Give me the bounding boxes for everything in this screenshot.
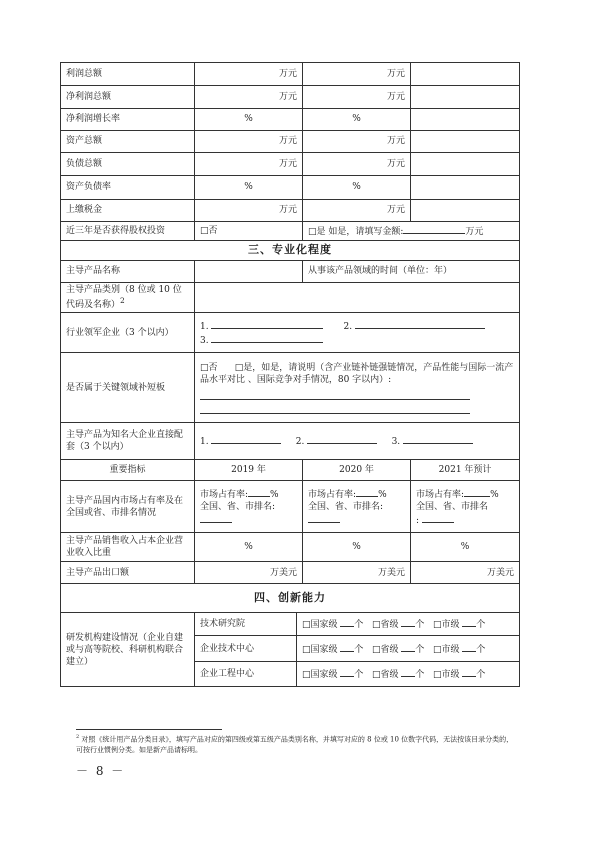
- time-in-field-label: 从事该产品领域的时间（单位：年）: [303, 261, 520, 283]
- unit-cell[interactable]: 万元: [303, 63, 411, 86]
- enterprise-info-form: [60, 62, 520, 687]
- year-2019: 2019 年: [195, 460, 303, 481]
- supply-2-number: 2.: [295, 437, 305, 448]
- key-explanation-line-1[interactable]: [200, 390, 470, 400]
- footnote-ref: 2: [120, 296, 125, 306]
- market-share-field[interactable]: [356, 487, 378, 497]
- count-unit: 个: [354, 644, 364, 655]
- market-share-field[interactable]: [464, 487, 490, 497]
- key-field-row: [61, 353, 520, 423]
- equity-yes-cell[interactable]: [303, 222, 520, 241]
- supply-row: [61, 423, 520, 460]
- main-product-name-label: 主导产品名称: [61, 261, 195, 283]
- national-level-checkbox[interactable]: □国家级: [302, 644, 338, 655]
- count-unit: 个: [415, 670, 425, 681]
- market-2020-cell[interactable]: [303, 481, 411, 533]
- market-share-text: 市场占有率:: [200, 489, 249, 500]
- national-count-field[interactable]: [340, 667, 354, 677]
- percent-sign: %: [490, 489, 499, 500]
- unit-cell[interactable]: %: [303, 109, 411, 131]
- finance-row: [61, 131, 520, 153]
- row-label: 资产负债率: [61, 176, 195, 200]
- rank-field[interactable]: [308, 513, 340, 523]
- export-2019[interactable]: 万美元: [195, 562, 303, 584]
- key-no-checkbox[interactable]: □否: [200, 362, 218, 373]
- value-cell[interactable]: [411, 176, 520, 200]
- category-field[interactable]: [195, 283, 520, 313]
- rd-label: 研发机构建设情况（企业自建或与高等院校、科研机构联合建立）: [61, 613, 195, 687]
- leader-2-field[interactable]: [355, 319, 485, 329]
- unit-cell[interactable]: 万元: [195, 63, 303, 86]
- market-2019-cell[interactable]: [195, 481, 303, 533]
- equity-label: 近三年是否获得股权投资: [61, 222, 195, 241]
- leaders-fields: [195, 313, 520, 353]
- city-count-field[interactable]: [462, 642, 476, 652]
- provincial-level-checkbox[interactable]: □省级: [372, 670, 399, 681]
- key-explanation-line-2[interactable]: [200, 404, 470, 414]
- rank-text: 全国、省、市排名:: [200, 501, 276, 512]
- national-count-field[interactable]: [340, 642, 354, 652]
- row-label: 资产总额: [61, 131, 195, 153]
- row-label: 利润总额: [61, 63, 195, 86]
- city-count-field[interactable]: [462, 617, 476, 627]
- key-field-label: 是否属于关键领域补短板: [61, 353, 195, 423]
- supply-3-field[interactable]: [403, 434, 473, 444]
- unit-cell[interactable]: %: [195, 109, 303, 131]
- rd-level-fields: [297, 662, 520, 687]
- key-yes-checkbox[interactable]: □是，如是，请说明（含产业链补链强链情况，产品性能与国际一流产品水平对比 、国际竞争对手情况，80 字以内）:: [200, 362, 514, 385]
- category-label: [61, 283, 195, 313]
- sales-2019[interactable]: %: [195, 533, 303, 562]
- supply-label: 主导产品为知名大企业直接配套（3 个以内）: [61, 423, 195, 460]
- indicators-header-row: [61, 460, 520, 481]
- section-header-row: [61, 241, 520, 261]
- category-row: [61, 283, 520, 313]
- page-number: － 8 －: [76, 764, 126, 778]
- rd-level-fields: [297, 636, 520, 662]
- rd-level-fields: [297, 613, 520, 636]
- market-share-text: 市场占有率:: [416, 489, 465, 500]
- category-label-text: 主导产品类别（8 位或 10 位代码及名称）: [66, 285, 182, 311]
- rd-org-label: 企业工程中心: [195, 662, 297, 687]
- count-unit: 个: [415, 620, 425, 631]
- provincial-count-field[interactable]: [401, 617, 415, 627]
- unit-cell[interactable]: 万元: [195, 131, 303, 153]
- supply-1-number: 1.: [200, 437, 209, 448]
- unit-cell[interactable]: 万元: [195, 153, 303, 176]
- rd-org-label: 企业技术中心: [195, 636, 297, 662]
- finance-row: [61, 176, 520, 200]
- section-4-title: 四、创新能力: [61, 584, 520, 613]
- unit-cell[interactable]: 万元: [195, 200, 303, 222]
- unit-cell[interactable]: %: [303, 176, 411, 200]
- leader-3-number: 3.: [200, 335, 209, 346]
- rd-row: [61, 613, 520, 636]
- export-row: [61, 562, 520, 584]
- rank-field[interactable]: [200, 513, 232, 523]
- unit-cell[interactable]: 万元: [303, 131, 411, 153]
- provincial-level-checkbox[interactable]: □省级: [372, 620, 399, 631]
- unit-cell[interactable]: 万元: [303, 200, 411, 222]
- leaders-row: [61, 313, 520, 353]
- finance-row: [61, 200, 520, 222]
- market-share-text: 市场占有率:: [308, 489, 357, 500]
- percent-sign: %: [270, 489, 279, 500]
- city-level-checkbox[interactable]: □市级: [433, 620, 460, 631]
- leader-1-field[interactable]: [211, 319, 323, 329]
- finance-row: [61, 63, 520, 86]
- rd-org-label: 技术研究院: [195, 613, 297, 636]
- unit-cell[interactable]: 万元: [195, 86, 303, 109]
- equity-row: [61, 222, 520, 241]
- value-cell[interactable]: [411, 200, 520, 222]
- market-2021-cell[interactable]: [411, 481, 520, 533]
- provincial-level-checkbox[interactable]: □省级: [372, 644, 399, 655]
- leader-2-number: 2.: [343, 321, 353, 332]
- value-cell[interactable]: [411, 153, 520, 176]
- rank-text: 全国、省、市排名: [416, 501, 489, 512]
- count-unit: 个: [354, 620, 364, 631]
- count-unit: 个: [415, 644, 425, 655]
- count-unit: 个: [476, 620, 486, 631]
- city-level-checkbox[interactable]: □市级: [433, 644, 460, 655]
- row-label: 上缴税金: [61, 200, 195, 222]
- export-label: 主导产品出口额: [61, 562, 195, 584]
- leader-1-number: 1.: [200, 321, 209, 332]
- year-2021: 2021 年预计: [411, 460, 520, 481]
- supply-2-field[interactable]: [307, 434, 377, 444]
- count-unit: 个: [476, 670, 486, 681]
- supply-1-field[interactable]: [211, 434, 281, 444]
- export-2020[interactable]: 万美元: [303, 562, 411, 584]
- section-header-row: [61, 584, 520, 613]
- equity-unit: 万元: [465, 226, 484, 237]
- rank-colon: :: [416, 515, 420, 526]
- indicators-header: 重要指标: [61, 460, 195, 481]
- value-cell[interactable]: [411, 63, 520, 86]
- finance-row: [61, 86, 520, 109]
- finance-row: [61, 153, 520, 176]
- row-label: 负债总额: [61, 153, 195, 176]
- provincial-count-field[interactable]: [401, 642, 415, 652]
- unit-cell[interactable]: 万元: [303, 153, 411, 176]
- equity-amount-field[interactable]: [403, 224, 465, 234]
- market-share-row: [61, 481, 520, 533]
- leaders-label: 行业领军企业（3 个以内）: [61, 313, 195, 353]
- export-2021[interactable]: 万美元: [411, 562, 520, 584]
- national-level-checkbox[interactable]: □国家级: [302, 620, 338, 631]
- footnote-text: 对照《统计用产品分类目录》，填写产品对应的第四级或第五级产品类别名称，并填写对应的 8 位或 10 位数字代码，无法按该目录分类的，可按行业惯例分类。如是新产品请标明。: [76, 735, 514, 755]
- row-label: 净利润增长率: [61, 109, 195, 131]
- section-3-title: 三、专业化程度: [61, 241, 520, 261]
- unit-cell[interactable]: 万元: [303, 86, 411, 109]
- key-field-content: [195, 353, 520, 423]
- sales-ratio-row: [61, 533, 520, 562]
- value-cell[interactable]: [411, 86, 520, 109]
- count-unit: 个: [354, 670, 364, 681]
- leader-3-field[interactable]: [211, 333, 323, 343]
- sales-2020[interactable]: %: [303, 533, 411, 562]
- rank-field[interactable]: [422, 513, 454, 523]
- value-cell[interactable]: [411, 131, 520, 153]
- row-label: 净利润总额: [61, 86, 195, 109]
- sales-ratio-label: 主导产品销售收入占本企业营业收入比重: [61, 533, 195, 562]
- supply-3-number: 3.: [391, 437, 401, 448]
- equity-no-checkbox[interactable]: □否: [195, 222, 303, 241]
- year-2020: 2020 年: [303, 460, 411, 481]
- city-level-checkbox[interactable]: □市级: [433, 670, 460, 681]
- market-share-field[interactable]: [248, 487, 270, 497]
- sales-2021[interactable]: %: [411, 533, 520, 562]
- count-unit: 个: [476, 644, 486, 655]
- provincial-count-field[interactable]: [401, 667, 415, 677]
- supply-fields: [195, 423, 520, 460]
- value-cell[interactable]: [411, 109, 520, 131]
- market-share-label: 主导产品国内市场占有率及在全国或省、市排名情况: [61, 481, 195, 533]
- percent-sign: %: [378, 489, 387, 500]
- city-count-field[interactable]: [462, 667, 476, 677]
- equity-yes-checkbox[interactable]: □是 如是，请填写金额:: [308, 226, 404, 237]
- national-level-checkbox[interactable]: □国家级: [302, 670, 338, 681]
- unit-cell[interactable]: %: [195, 176, 303, 200]
- rank-text: 全国、省、市排名:: [308, 501, 384, 512]
- finance-row: [61, 109, 520, 131]
- footnote: [76, 734, 516, 756]
- footnote-number: 2: [76, 734, 80, 740]
- national-count-field[interactable]: [340, 617, 354, 627]
- footnote-divider: [76, 729, 222, 730]
- main-product-row: [61, 261, 520, 283]
- main-product-name-field[interactable]: [195, 261, 303, 283]
